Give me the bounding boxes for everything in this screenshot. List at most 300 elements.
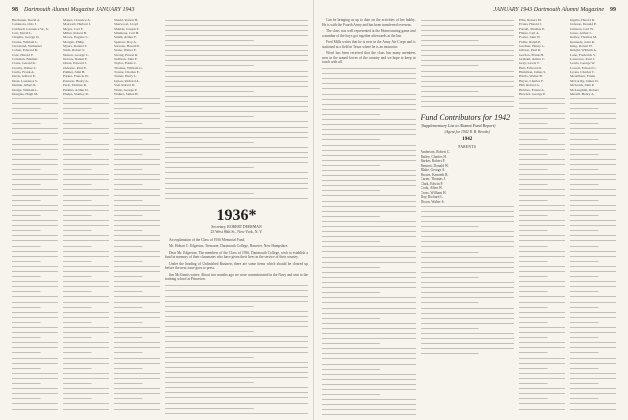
text-line — [63, 244, 109, 249]
list-entry: Dodge, William L. — [12, 87, 39, 92]
fund-agent: (Agent for 1942 R. B. Brooks) — [444, 130, 490, 135]
text-line — [63, 351, 109, 356]
text-line — [322, 270, 416, 275]
text-line — [421, 326, 515, 331]
text-line — [63, 310, 109, 315]
text-line — [322, 413, 416, 418]
text-line — [421, 49, 515, 54]
list-entry: Phelps, Stanley R. — [63, 91, 89, 96]
text-line — [63, 101, 109, 106]
text-line — [165, 79, 308, 84]
list-entry: Anderson, Robert C. — [420, 150, 451, 155]
list-entry: King, Robert H. — [570, 44, 593, 49]
text-line — [322, 286, 416, 291]
text-line — [12, 234, 58, 239]
text-line — [12, 295, 58, 300]
text-line — [63, 178, 109, 183]
text-line — [421, 235, 515, 240]
running-head-left: Dartmouth Alumni Magazine JANUARY 1943 — [24, 7, 135, 13]
text-line — [322, 184, 416, 189]
text-line — [12, 269, 58, 274]
text-line — [570, 376, 616, 381]
text-line — [519, 183, 565, 188]
text-line — [114, 361, 160, 366]
text-line — [322, 393, 416, 398]
list-entry: Stone, Walter E. — [114, 48, 137, 53]
text-line — [421, 337, 515, 342]
list-entry: Moore, Eugene L. — [63, 35, 89, 40]
text-line — [519, 249, 565, 254]
text-line — [63, 234, 109, 239]
list-entry: Hamilton, James S. — [519, 70, 547, 75]
text-line — [322, 148, 416, 153]
text-line — [421, 18, 515, 23]
list-entry: Palmer, John B. — [63, 70, 86, 75]
text-line — [519, 320, 565, 325]
class-secretary: Secretary, ROBERT DEERMAN — [211, 224, 262, 229]
text-line — [570, 366, 616, 371]
text-line — [165, 314, 308, 319]
text-line — [114, 336, 160, 341]
text-line — [322, 82, 416, 87]
list-entry: Bennett, Donald W. — [420, 163, 449, 168]
list-entry: Lane, Frederick S. — [570, 52, 596, 57]
list-entry: Pearson, Henry A. — [63, 78, 89, 83]
text-line — [322, 235, 416, 240]
text-line — [421, 331, 515, 336]
text-line — [322, 367, 416, 372]
article-paragraph: The class was well represented at the Homecoming game and a number of the boys got together afterwards at the Inn. — [322, 29, 416, 38]
class-year: 1936* — [216, 206, 257, 224]
text-line — [12, 331, 58, 336]
text-line — [114, 193, 160, 198]
list-entry: Gardner, Henry L. — [519, 44, 545, 49]
text-line — [63, 280, 109, 285]
text-line — [421, 316, 515, 321]
list-entry: Clark, Edwin P. — [420, 181, 444, 186]
text-line — [519, 397, 565, 402]
text-line — [570, 117, 616, 122]
text-line — [322, 230, 416, 235]
text-line — [165, 196, 308, 201]
text-line — [63, 397, 109, 402]
text-line — [12, 157, 58, 162]
text-line — [421, 219, 515, 224]
text-line — [519, 387, 565, 392]
text-line — [570, 290, 616, 295]
text-line — [570, 213, 616, 218]
left-running-header — [12, 4, 308, 16]
text-line — [63, 213, 109, 218]
text-line — [322, 72, 416, 77]
name-list-col2 — [63, 18, 109, 418]
text-line — [519, 285, 565, 290]
text-line — [322, 168, 416, 173]
text-line — [421, 281, 515, 286]
article-paragraph: Jim McGinnis writes: About two months ago we were commissioned in the Navy and sent to the training school at Princeton. — [165, 272, 308, 282]
text-line — [570, 397, 616, 402]
text-line — [165, 360, 308, 365]
text-line — [421, 321, 515, 326]
article-paragraph: Mr. Hobart C. Edgerton, Treasurer, Dartmouth College, Hanover, New Hampshire. — [169, 244, 289, 249]
text-line — [519, 336, 565, 341]
text-line — [519, 239, 565, 244]
text-line — [322, 306, 416, 311]
list-entry: Turner, Harry L. — [114, 74, 138, 79]
text-line — [519, 295, 565, 300]
list-entry: Maxwell, Herbert J. — [63, 22, 91, 27]
text-line — [322, 357, 416, 362]
text-line — [519, 305, 565, 310]
text-line — [63, 203, 109, 208]
text-line — [165, 105, 308, 110]
text-line — [114, 346, 160, 351]
text-line — [114, 162, 160, 167]
text-line — [114, 106, 160, 111]
text-line — [165, 33, 308, 38]
text-line — [322, 291, 416, 296]
text-line — [421, 275, 515, 280]
class-notes-column — [165, 18, 308, 418]
text-line — [114, 310, 160, 315]
text-line — [421, 352, 515, 357]
name-list-col-a — [519, 18, 565, 418]
article-paragraph: Under the heading of Unfinished Business there are some items which should be cleared up before the next issue goes to press. — [165, 261, 308, 271]
text-line — [570, 351, 616, 356]
text-line — [519, 300, 565, 305]
text-line — [421, 260, 515, 265]
text-line — [114, 188, 160, 193]
list-entry: McAllister, Frank — [570, 74, 595, 79]
text-line — [570, 147, 616, 152]
text-line — [114, 203, 160, 208]
text-line — [570, 381, 616, 386]
list-entry: Coleman, Emmett — [12, 57, 38, 62]
list-entry: Hayes, Charles F. — [519, 78, 544, 83]
text-line — [63, 111, 109, 116]
list-entry: Johnson, Carl W. — [570, 26, 594, 31]
text-line — [519, 203, 565, 208]
text-line — [114, 300, 160, 305]
list-entry: McCarthy, James D. — [570, 78, 599, 83]
text-line — [421, 240, 515, 245]
list-entry: Morgan, Philip — [63, 39, 85, 44]
text-line — [114, 371, 160, 376]
name-list-col1 — [12, 18, 58, 418]
text-line — [570, 295, 616, 300]
text-line — [421, 342, 515, 347]
text-line — [114, 387, 160, 392]
text-line — [570, 361, 616, 366]
text-line — [165, 406, 308, 411]
text-line — [12, 213, 58, 218]
text-line — [322, 362, 416, 367]
text-line — [165, 145, 308, 150]
text-line — [63, 300, 109, 305]
text-line — [322, 403, 416, 408]
text-line — [322, 87, 416, 92]
text-line — [63, 157, 109, 162]
text-line — [570, 407, 616, 412]
article-paragraph: Word has been received that the class has many members now in the armed forces of the country and we hope to keep in touch with all. — [322, 51, 416, 64]
list-entry: Fuller, Ralph E. — [519, 39, 542, 44]
text-line — [12, 346, 58, 351]
text-line — [12, 244, 58, 249]
list-entry: Ingalls, Harold R. — [570, 18, 596, 22]
text-line — [570, 280, 616, 285]
text-line — [570, 137, 616, 142]
text-line — [421, 43, 515, 48]
list-entry: Vail, Robert D. — [114, 83, 136, 88]
text-line — [12, 310, 58, 315]
text-line — [570, 341, 616, 346]
text-line — [570, 178, 616, 183]
text-line — [570, 132, 616, 137]
text-line — [12, 371, 58, 376]
list-entry: Jones, Arthur L. — [570, 31, 593, 36]
text-line — [570, 157, 616, 162]
name-list-col-b — [570, 18, 616, 418]
text-line — [421, 250, 515, 255]
text-line — [114, 96, 160, 101]
text-line — [322, 260, 416, 265]
list-entry: Lowell, Edward C. — [570, 65, 597, 70]
text-line — [421, 265, 515, 270]
text-line — [114, 331, 160, 336]
text-line — [570, 218, 616, 223]
text-line — [12, 259, 58, 264]
list-entry: Walker, James H. — [114, 91, 139, 96]
article-paragraph: Fred Mills writes that he is now in the Army Air Corps and is stationed at a field in Texas where he is an instructor. — [322, 40, 416, 49]
text-line — [570, 305, 616, 310]
fund-title: Fund Contributors for 1942 — [420, 113, 511, 123]
text-line — [322, 199, 416, 204]
right-columns — [322, 18, 616, 418]
text-line — [421, 33, 515, 38]
text-line — [519, 310, 565, 315]
text-line — [114, 137, 160, 142]
text-line — [421, 245, 515, 250]
text-line — [570, 208, 616, 213]
list-entry: Simmons, Carl H. — [114, 31, 140, 36]
text-line — [114, 213, 160, 218]
text-line — [570, 325, 616, 330]
article-paragraph: Can be bringing us up to date on the activities of her hubby. He is with the Fourth Army and has been transferred overseas. — [322, 18, 416, 27]
list-entry: McLaughlin, Robert — [570, 87, 599, 92]
text-line — [165, 294, 308, 299]
text-line — [63, 239, 109, 244]
page-number-left: 98 — [12, 7, 18, 13]
text-line — [570, 320, 616, 325]
text-line — [519, 224, 565, 229]
text-line — [165, 319, 308, 324]
text-line — [322, 209, 416, 214]
text-line — [570, 300, 616, 305]
text-line — [114, 117, 160, 122]
text-line — [165, 69, 308, 74]
text-line — [12, 96, 58, 101]
text-line — [63, 224, 109, 229]
text-line — [165, 370, 308, 375]
text-line — [63, 361, 109, 366]
text-line — [165, 130, 308, 135]
text-line — [322, 255, 416, 260]
right-page — [314, 0, 628, 420]
text-line — [570, 224, 616, 229]
text-line — [63, 122, 109, 127]
text-line — [421, 54, 515, 59]
text-line — [519, 234, 565, 239]
list-entry: Shields, Joseph T. — [114, 26, 140, 31]
text-line — [322, 240, 416, 245]
text-line — [114, 341, 160, 346]
text-line — [165, 120, 308, 125]
text-line — [12, 173, 58, 178]
list-entry: Kennedy, John R. — [570, 39, 595, 44]
text-line — [12, 381, 58, 386]
text-line — [63, 106, 109, 111]
text-line — [12, 106, 58, 111]
list-entry: Graham, Arthur C. — [519, 57, 546, 62]
text-line — [322, 296, 416, 301]
text-line — [570, 392, 616, 397]
text-line — [12, 229, 58, 234]
list-entry: Norton, Daniel F. — [63, 57, 88, 62]
text-line — [63, 407, 109, 412]
text-line — [570, 127, 616, 132]
text-line — [114, 285, 160, 290]
text-line — [12, 101, 58, 106]
list-entry: Nash, Robert S. — [63, 48, 86, 53]
text-line — [165, 115, 308, 120]
text-line — [322, 214, 416, 219]
text-line — [322, 133, 416, 138]
text-line — [421, 74, 515, 79]
text-line — [322, 398, 416, 403]
text-line — [165, 176, 308, 181]
text-line — [570, 310, 616, 315]
text-line — [421, 59, 515, 64]
text-line — [12, 111, 58, 116]
text-line — [570, 269, 616, 274]
text-line — [322, 408, 416, 413]
text-line — [322, 112, 416, 117]
text-line — [421, 23, 515, 28]
text-line — [519, 376, 565, 381]
list-entry: Knight, William A. — [570, 48, 597, 53]
text-line — [519, 132, 565, 137]
text-line — [12, 402, 58, 407]
text-line — [165, 140, 308, 145]
article-column — [322, 18, 416, 418]
list-entry: Sherwood, Lloyd — [114, 22, 139, 27]
text-line — [165, 304, 308, 309]
text-line — [421, 291, 515, 296]
text-line — [63, 274, 109, 279]
text-line — [63, 336, 109, 341]
text-line — [322, 377, 416, 382]
text-line — [570, 173, 616, 178]
text-line — [322, 316, 416, 321]
text-line — [114, 351, 160, 356]
text-line — [165, 416, 308, 418]
text-line — [63, 193, 109, 198]
text-line — [322, 311, 416, 316]
text-line — [165, 284, 308, 289]
text-line — [63, 229, 109, 234]
list-entry: Farrell, Thomas E. — [519, 26, 546, 31]
text-line — [322, 128, 416, 133]
list-entry: Day, Richard L. — [420, 195, 444, 200]
list-entry: Evans, Harold J. — [519, 22, 543, 27]
text-line — [570, 244, 616, 249]
list-entry: Holmes, Ernest A. — [519, 87, 545, 92]
text-line — [322, 301, 416, 306]
text-line — [63, 249, 109, 254]
text-line — [570, 402, 616, 407]
list-entry: Lyons, Charles T. — [570, 70, 595, 75]
text-line — [322, 352, 416, 357]
text-line — [165, 150, 308, 155]
text-line — [63, 259, 109, 264]
text-line — [570, 122, 616, 127]
text-line — [63, 315, 109, 320]
fund-subtitle: (Supplementary List to Alumni Fund Report) — [420, 123, 496, 129]
text-line — [114, 320, 160, 325]
text-line — [165, 391, 308, 396]
text-line — [114, 290, 160, 295]
fund-section-label: PARENTS — [458, 144, 477, 149]
text-line — [322, 347, 416, 352]
text-line — [63, 371, 109, 376]
text-line — [322, 179, 416, 184]
text-line — [63, 285, 109, 290]
text-line — [519, 264, 565, 269]
text-line — [12, 127, 58, 132]
text-line — [165, 345, 308, 350]
text-line — [12, 325, 58, 330]
text-line — [12, 366, 58, 371]
text-line — [63, 366, 109, 371]
text-line — [114, 229, 160, 234]
text-line — [519, 142, 565, 147]
text-line — [165, 100, 308, 105]
list-entry: Lawrence, Paul J. — [570, 57, 595, 62]
list-entry: Towne, Charles E. — [114, 70, 140, 75]
text-line — [63, 147, 109, 152]
text-line — [114, 295, 160, 300]
fund-column — [421, 18, 515, 418]
text-line — [570, 285, 616, 290]
text-line — [12, 239, 58, 244]
text-line — [421, 204, 515, 209]
text-line — [322, 321, 416, 326]
text-line — [114, 208, 160, 213]
text-line — [519, 346, 565, 351]
list-entry: Carter, Thomas J. — [420, 177, 446, 182]
text-line — [519, 127, 565, 132]
text-line — [12, 376, 58, 381]
text-line — [165, 396, 308, 401]
article-paragraph: Dear Mr. Edgerton: The members of the Class of 1936, Dartmouth College, wish to establish a fund in memory of their classmates who have given their lives in the service of their country. — [165, 250, 308, 260]
text-line — [63, 392, 109, 397]
list-entry: Cohen, Edward B. — [12, 48, 38, 53]
text-line — [63, 331, 109, 336]
text-line — [570, 162, 616, 167]
text-line — [322, 123, 416, 128]
text-line — [63, 269, 109, 274]
list-entry: Fisher, Carl A. — [519, 31, 540, 36]
